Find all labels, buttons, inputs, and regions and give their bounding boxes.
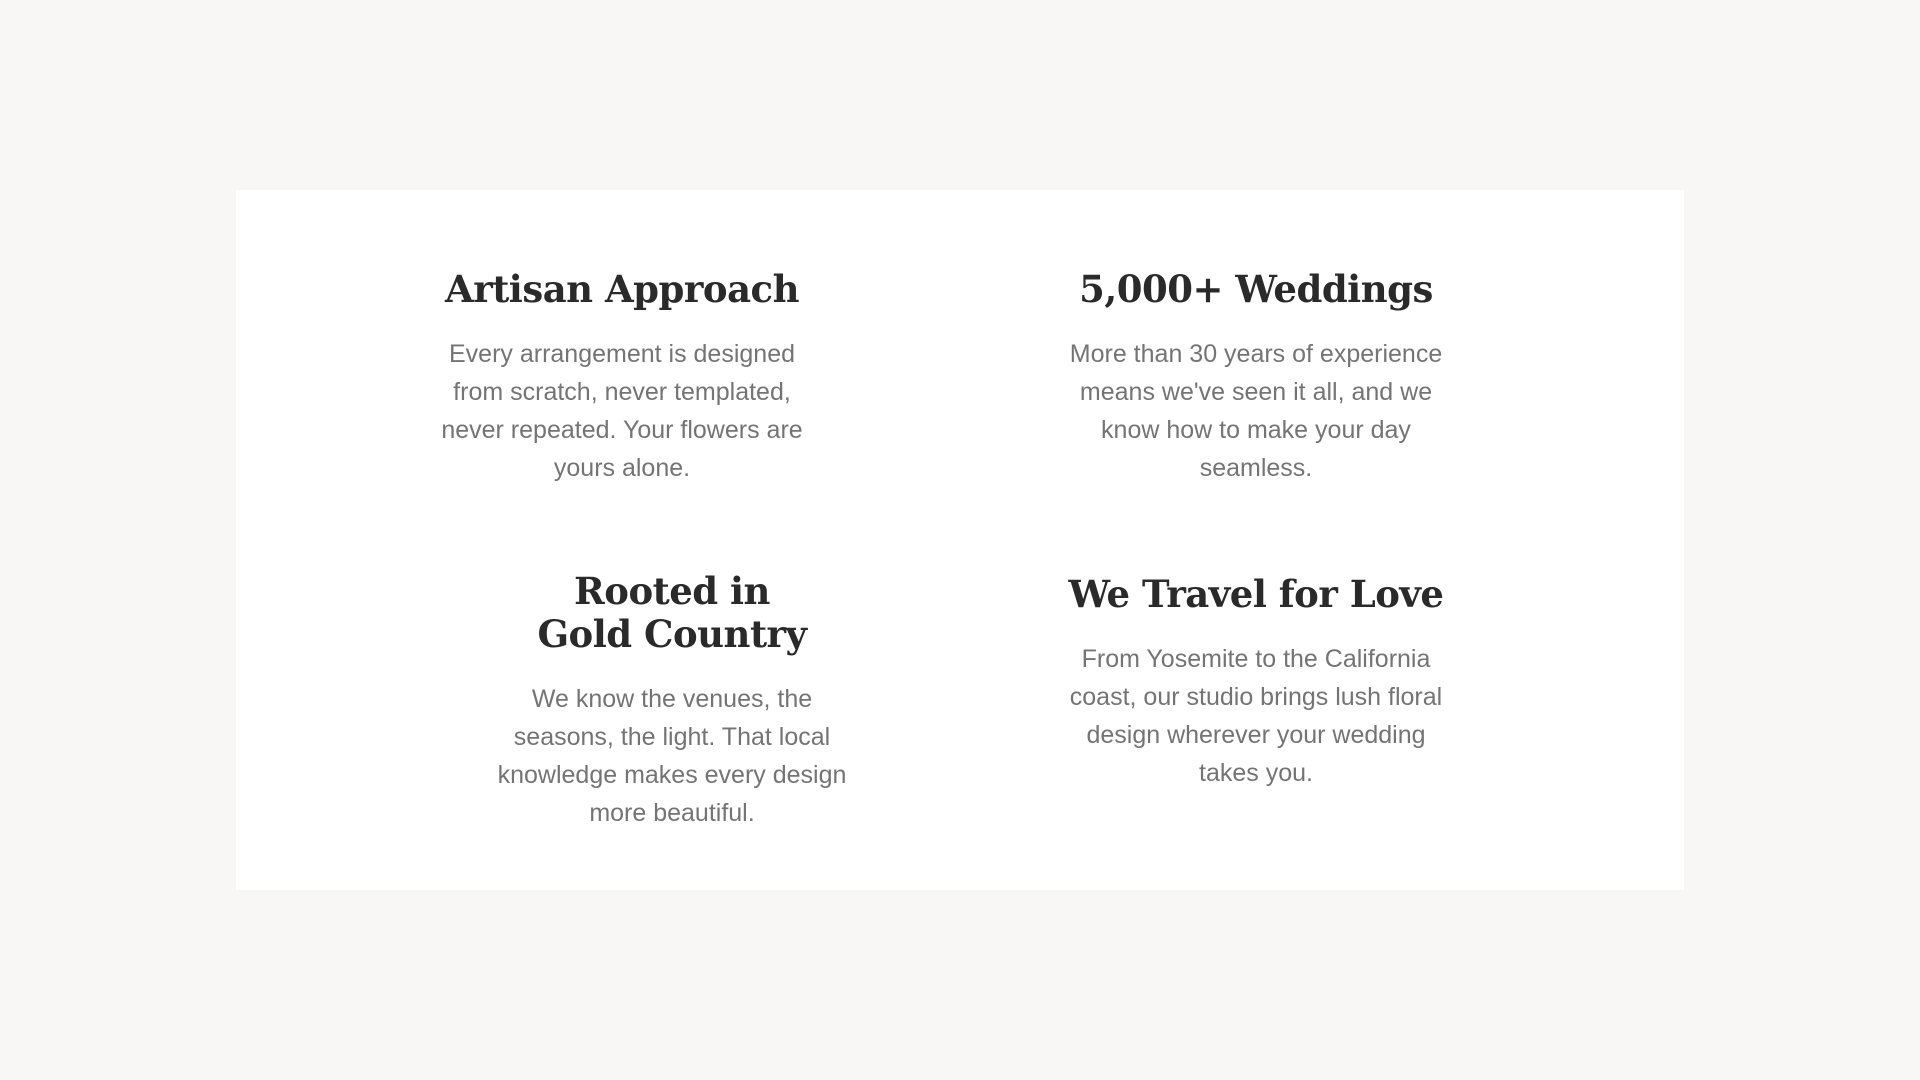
feature-description: From Yosemite to the California coast, our studio brings lush floral design wherever your wedding takes you. bbox=[1069, 645, 1443, 787]
feature-title: Artisan Approach bbox=[445, 267, 799, 311]
feature-description: We know the venues, the seasons, the light. That local knowledge makes every design more beautiful. bbox=[497, 685, 847, 827]
feature-rooted-gold-country bbox=[497, 569, 847, 832]
feature-title: Rooted in Gold Country bbox=[537, 569, 807, 656]
feature-weddings-count bbox=[1066, 268, 1446, 487]
feature-description: Every arrangement is designed from scratch, never templated, never repeated. Your flowers are yours alone. bbox=[441, 340, 803, 482]
feature-travel-for-love bbox=[1066, 573, 1446, 792]
feature-title: 5,000+ Weddings bbox=[1079, 267, 1433, 311]
feature-description: More than 30 years of experience means we've seen it all, and we know how to make your day seamless. bbox=[1069, 340, 1443, 482]
feature-title: We Travel for Love bbox=[1068, 572, 1444, 616]
feature-artisan-approach bbox=[432, 268, 812, 487]
